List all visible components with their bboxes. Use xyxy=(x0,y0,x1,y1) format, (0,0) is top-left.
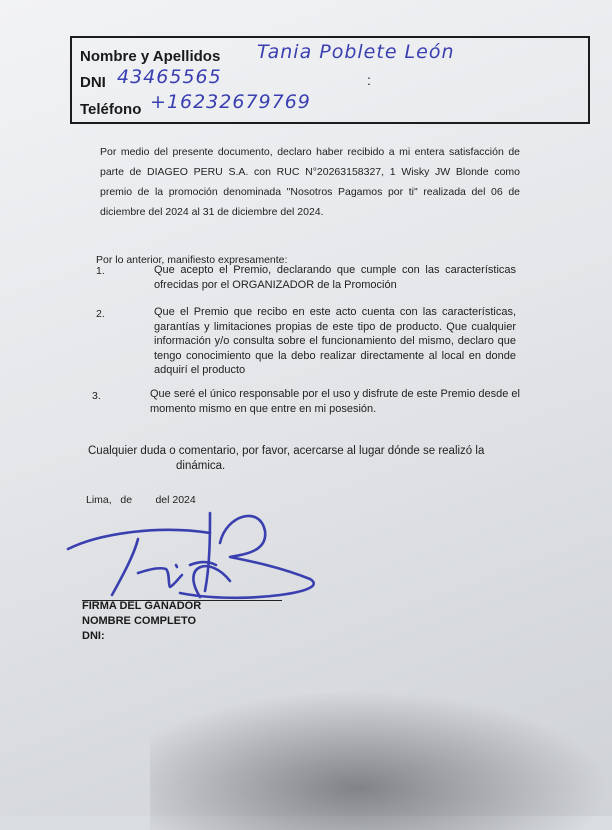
phone-handwritten-value: +16232679769 xyxy=(150,91,311,113)
closing-line-2: dinámica. xyxy=(176,460,226,472)
signature-dni-label: DNI: xyxy=(82,630,105,642)
name-handwritten-value: Tania Poblete León xyxy=(257,41,455,63)
list-item-number: 3. xyxy=(92,390,101,402)
winner-info-box xyxy=(70,36,590,124)
list-item-number: 1. xyxy=(96,265,105,277)
dni-colon: : xyxy=(367,72,371,88)
phone-label: Teléfono xyxy=(80,101,142,118)
list-item-text: Que el Premio que recibo en este acto cuenta con las características, garantías y limitaciones propias de este tipo de producto. Que cualquier información y/o consulta sobre el funcionamiento del mismo, declaro que tengo conocimiento que la debo realizar directamente al local en donde adquirí el producto xyxy=(154,306,516,376)
manifest-heading: Por lo anterior, manifiesto expresamente: xyxy=(96,254,288,266)
winner-signature-label: FIRMA DEL GANADOR xyxy=(82,600,202,612)
list-item-text: Que acepto el Premio, declarando que cumple con las características ofrecidas por el ORGANIZADOR de la Promoción xyxy=(154,264,516,291)
list-item-text: Que seré el único responsable por el uso y disfrute de este Premio desde el momento mismo en que entre en mi posesión. xyxy=(150,388,520,415)
date-line: Lima, de del 2024 xyxy=(86,494,196,506)
dni-label: DNI xyxy=(80,74,106,91)
handwritten-signature xyxy=(60,495,340,610)
full-name-label: NOMBRE COMPLETO xyxy=(82,615,197,627)
intro-paragraph: Por medio del presente documento, declaro haber recibido a mi entera satisfacción de parte de DIAGEO PERU S.A. con RUC N°20263158327, 1 Wisky JW Blonde como premio de la promoción denominada "Nosotros Pagamos por ti" realizada del 06 de diciembre del 2024 al 31 de diciembre del 2024. xyxy=(100,146,520,218)
list-item-number: 2. xyxy=(96,308,105,320)
dni-handwritten-value: 43465565 xyxy=(117,66,222,88)
name-label: Nombre y Apellidos xyxy=(80,48,221,65)
photo-shadow xyxy=(150,690,610,830)
closing-line-1: Cualquier duda o comentario, por favor, acercarse al lugar dónde se realizó la xyxy=(88,445,485,457)
